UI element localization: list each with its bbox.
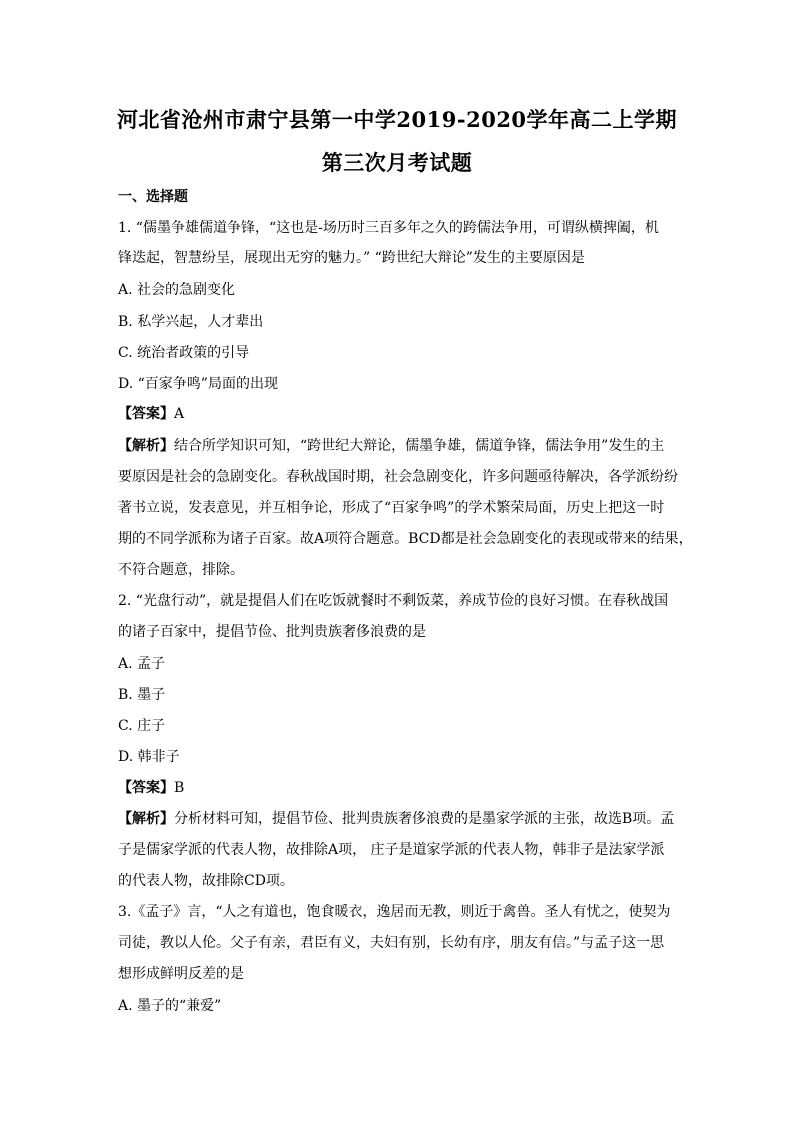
document-title-line-2: 第三次月考试题 [321, 150, 473, 175]
option-b: B. 墨子 [118, 687, 166, 703]
analysis-text: 的代表人物，故排除CD项。 [118, 873, 294, 889]
answer-value: B [174, 780, 185, 796]
analysis-text: 分析材料可知，提倡节俭、批判贵族奢侈浪费的是墨家学派的主张，故选B项。孟 [174, 811, 675, 827]
option-a: A. 孟子 [118, 656, 166, 672]
question-stem-line: 想形成鲜明反差的是 [118, 966, 244, 982]
option-c: C. 统治者政策的引导 [118, 345, 250, 361]
question-stem-line: 3.《孟子》言，“人之有道也，饱食暖衣，逸居而无教，则近于禽兽。圣人有忧之，使契为 [118, 904, 671, 920]
answer-value: A [174, 406, 185, 422]
answer-label: 【答案】 [118, 406, 174, 422]
analysis-line [118, 437, 664, 455]
analysis-label: 【解析】 [118, 811, 174, 827]
analysis-label: 【解析】 [118, 438, 174, 454]
question-stem-line: 的诸子百家中，提倡节俭、批判贵族奢侈浪费的是 [118, 624, 426, 640]
option-d: D. “百家争鸣”局面的出现 [118, 376, 278, 392]
question-stem-line: 2. “光盘行动”，就是提倡人们在吃饭就餐时不剩饭菜，养成节俭的良好习惯。在春秋战国 [118, 593, 669, 609]
analysis-text: 要原因是社会的急剧变化。春秋战国时期，社会急剧变化，许多问题亟待解决，各学派纷纷 [118, 469, 678, 485]
option-a: A. 墨子的“兼爱” [118, 998, 222, 1014]
answer-label: 【答案】 [118, 780, 174, 796]
question-stem-line: 1. “儒墨争雄儒道争锋，“这也是-场历时三百多年之久的跨儒法争用，可谓纵横捭阖，机 [118, 220, 659, 236]
option-d: D. 韩非子 [118, 749, 180, 765]
option-b: B. 私学兴起，人才辈出 [118, 314, 264, 330]
document-title-line-1: 河北省沧州市肃宁县第一中学2019-2020学年高二上学期 [116, 107, 678, 132]
analysis-text: 不符合题意，排除。 [118, 562, 244, 578]
answer-line [118, 779, 184, 797]
analysis-text: 子是儒家学派的代表人物，故排除A项， 庄子是道家学派的代表人物，韩非子是法家学派 [118, 842, 665, 858]
question-stem-line: 锋迭起，智慧纷呈，展现出无穷的魅力。” “跨世纪大辩论”发生的主要原因是 [118, 250, 585, 266]
option-a: A. 社会的急剧变化 [118, 282, 236, 298]
option-c: C. 庄子 [118, 718, 166, 734]
answer-line [118, 405, 184, 423]
section-heading: 一、选择题 [118, 189, 188, 205]
question-stem-line: 司徒，教以人伦。父子有亲，君臣有义，夫妇有别，长幼有序，朋友有信。”与孟子这一思 [118, 935, 665, 951]
analysis-text: 期的不同学派称为诸子百家。故A项符合题意。BCD都是社会急剧变化的表现或带来的结果， [118, 531, 693, 547]
analysis-text: 结合所学知识可知，“跨世纪大辩论，儒墨争雄，儒道争锋，儒法争用”发生的主 [174, 438, 665, 454]
analysis-line [118, 810, 674, 828]
analysis-text: 著书立说，发表意见，并互相争论，形成了“百家争鸣”的学术繁荣局面，历史上把这一时 [118, 500, 665, 516]
